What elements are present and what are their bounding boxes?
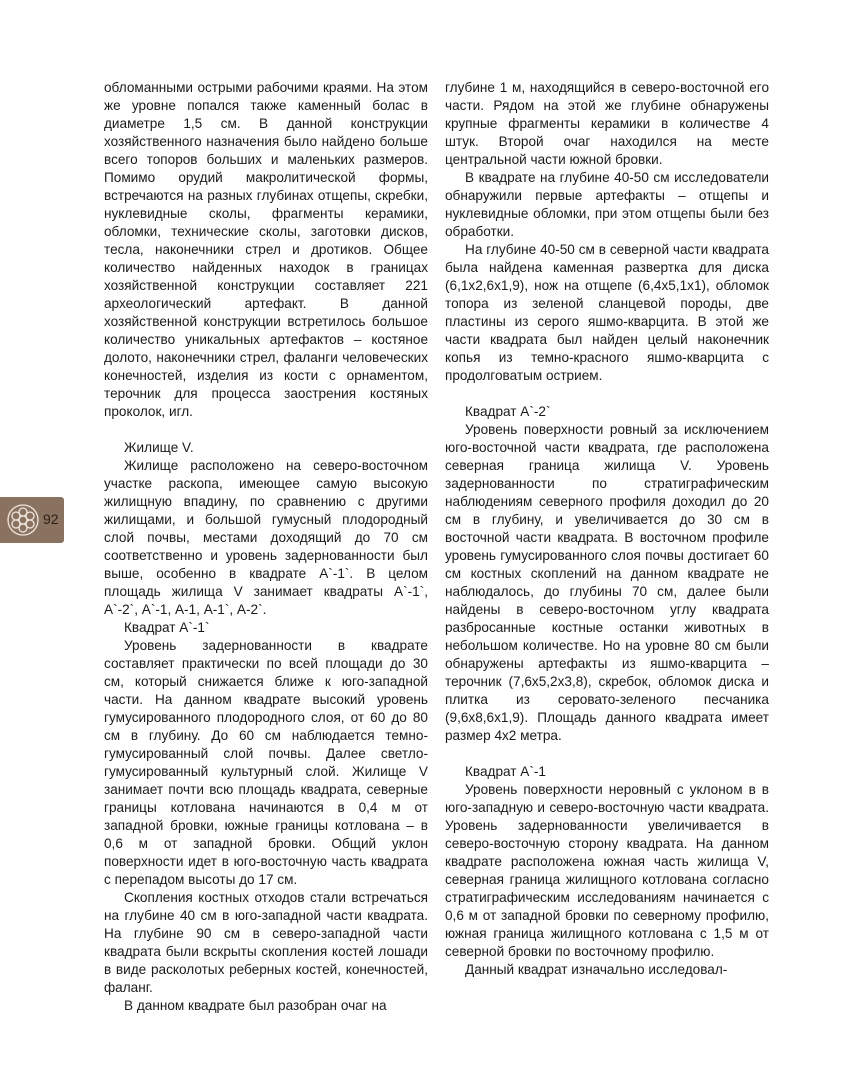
paragraph: обломанными острыми рабочими краями. На этом же уровне попался также каменный болас в диаметре 1,5 см. В данной конструкции хозяйственного назначения было найдено больше всего топоров больших и маленьких размеров. Помимо орудий макролитической формы, встречаются на разных глубинах отщепы, скребки, нуклевидные сколы, фрагменты керамики, обломки, технические сколы, заготовки дисков, тесла, наконечники стрел и дротиков. Общее количество найденных находок в границах хозяйственной конструкции составляет 221 археологический артефакт. В данной хозяйственной конструкции встретилось большое количество уникальных артефактов – костяное долото, наконечники стрел, фаланги человеческих конечностей, изделия из кости с орнаментом, терочник для процесса заострения костяных проколок, игл. (104, 80, 428, 419)
rosette-ornament-icon (5, 503, 41, 537)
paragraph: В данном квадрате был разобран очаг на (124, 998, 387, 1013)
paragraph-gap (104, 421, 428, 439)
paragraph: Жилище расположено на северо-восточном участке раскопа, имеющее самую высокую жилищную впадину, по сравнению с другими жилищами, и большой гумусный плодородный слой почвы, местами доходящий до 70 см соответственно и уровень задернованности был выше, особенно в квадрате А`-1`. В целом площадь жилища V занимает квадраты А`-1`, А`-2`, А`-1, А-1, А-1`, А-2`. (104, 458, 428, 617)
section-heading: Жилище V. (124, 440, 194, 455)
left-column (104, 79, 428, 1015)
section-heading: Квадрат А`-1 (465, 764, 546, 779)
section-heading: Квадрат А`-1` (124, 620, 210, 635)
paragraph: В квадрате на глубине 40-50 см исследователи обнаружили первые артефакты – отщепы и нуклевидные обломки, при этом отщепы были без обработки. (445, 170, 769, 239)
paragraph: Уровень задернованности в квадрате составляет практически по всей площади до 30 см, который снижается ближе к юго-западной части. На данном квадрате высокий уровень гумусированного плодородного слоя, от 60 до 80 см в глубину. До 60 см наблюдается темно-гумусированный слой почвы. Далее светло-гумусированный культурный слой. Жилище V занимает почти всю площадь квадрата, северные границы котлована начинаются в 0,4 м от западной бровки, южные границы котлована – в 0,6 м от западной бровки. Общий уклон поверхности идет в юго-восточную часть квадрата с перепадом высоты до 17 см. (104, 638, 428, 887)
paragraph: глубине 1 м, находящийся в северо-восточной его части. Рядом на этой же глубине обнаружены крупные фрагменты керамики в количестве 4 штук. Второй очаг находился на месте центральной части южной бровки. (445, 80, 769, 167)
paragraph-gap (445, 745, 769, 763)
page-number-tab (0, 497, 64, 543)
paragraph: Уровень поверхности ровный за исключением юго-восточной части квадрата, где расположена северная граница жилища V. Уровень задернованности по стратиграфическим наблюдениям северного профиля доходил до 20 см в глубину, и увеличивается до 30 см в восточной части квадрата. В восточном профиле уровень гумусированного слоя почвы достигает 60 см костных скоплений на данном квадрате не наблюдалось, до глубины 70 см, далее были найдены в северо-восточном углу квадрата разбросанные костные останки животных в небольшом количестве. Но на уровне 80 см были обнаружены артефакты из яшмо-кварцита – терочник (7,6х5,2х3,8), скребок, обломок диска и плитка из серовато-зеленого песчаника (9,6х8,6х1,9). Площадь данного квадрата имеет размер 4х2 метра. (445, 422, 769, 743)
paragraph: Скопления костных отходов стали встречаться на глубине 40 см в юго-западной части квадрата. На глубине 90 см в северо-западной части квадрата были вскрыты скопления костей лошади в виде расколотых реберных костей, конечностей, фаланг. (104, 890, 428, 995)
right-column (445, 79, 769, 979)
paragraph-gap (445, 385, 769, 403)
paragraph: Уровень поверхности неровный с уклоном в в юго-западную и северо-восточную части квадрата. Уровень задернованности увеличивается в северо-восточную сторону квадрата. На данном квадрате расположена южная часть жилища V, северная граница жилищного котлована согласно стратиграфическим исследованиям начинается с 0,6 м от западной бровки по северному профилю, южная граница жилищного котлована с 1,5 м от северной бровки по восточному профилю. (445, 782, 769, 959)
paragraph: На глубине 40-50 см в северной части квадрата была найдена каменная развертка для диска (6,1х2,6х1,9), нож на отщепе (6,4х5,1х1), обломок топора из зеленой сланцевой породы, две пластины из серого яшмо-кварцита. В этой же части квадрата был найден целый наконечник копья из темно-красного яшмо-кварцита с продолговатым острием. (445, 242, 769, 383)
section-heading: Квадрат А`-2` (465, 404, 551, 419)
page-number: 92 (43, 511, 59, 527)
paragraph: Данный квадрат изначально исследовал- (465, 962, 728, 977)
